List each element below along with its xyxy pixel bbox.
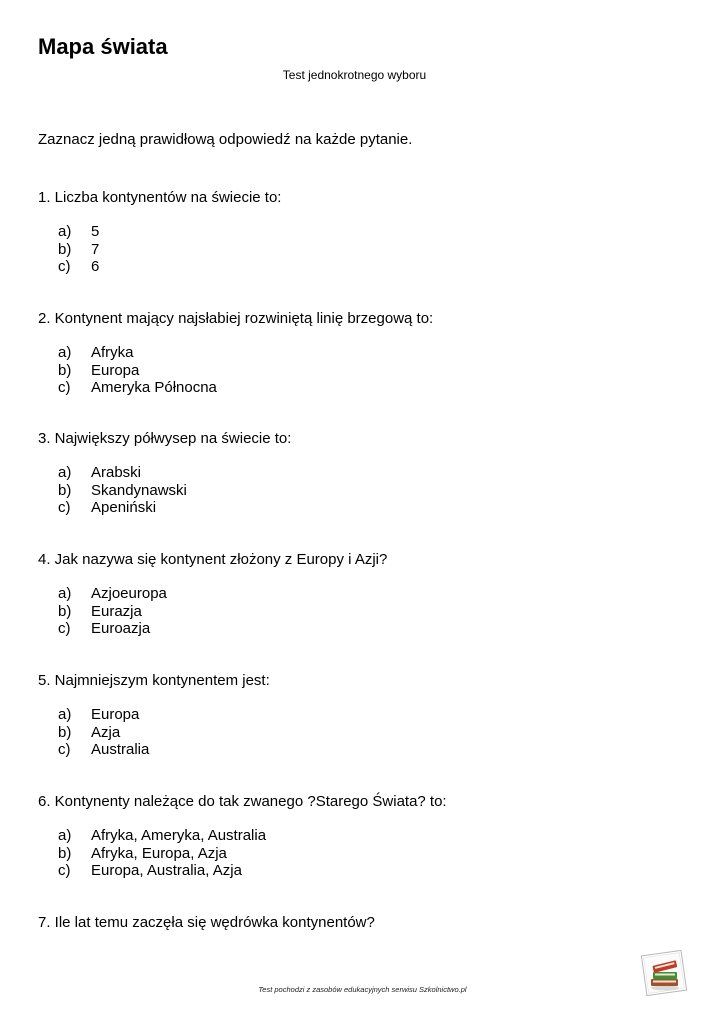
books-icon	[641, 950, 687, 996]
option-text: Afryka	[91, 344, 134, 361]
option-c[interactable]	[38, 379, 698, 397]
option-letter: b)	[58, 361, 72, 379]
option-text: Azjoeuropa	[91, 585, 167, 602]
question-6	[38, 793, 698, 880]
question-text: 3. Największy półwysep na świecie to:	[38, 430, 292, 447]
question-2	[38, 310, 698, 397]
option-letter: c)	[58, 741, 71, 758]
option-a[interactable]	[38, 464, 698, 482]
option-text: Europa	[91, 361, 140, 379]
option-b[interactable]	[38, 603, 698, 621]
option-letter: a)	[58, 344, 72, 361]
question-text: 1. Liczba kontynentów na świecie to:	[38, 189, 282, 206]
option-a[interactable]	[38, 223, 698, 241]
option-a[interactable]	[38, 585, 698, 603]
option-letter: a)	[58, 827, 72, 844]
option-letter: c)	[58, 379, 71, 396]
option-text: Afryka, Ameryka, Australia	[91, 827, 267, 844]
books-logo-graphic	[641, 950, 687, 996]
option-text: 5	[91, 223, 100, 240]
option-text: Australia	[91, 741, 150, 758]
option-b[interactable]	[38, 482, 698, 500]
question-text: 7. Ile lat temu zaczęła się wędrówka kontynentów?	[38, 914, 375, 931]
option-text: Ameryka Północna	[91, 379, 217, 396]
option-letter: c)	[58, 258, 71, 275]
option-letter: a)	[58, 706, 72, 723]
subtitle-text: Test jednokrotnego wyboru	[282, 68, 427, 82]
option-b[interactable]	[38, 362, 698, 380]
option-c[interactable]	[38, 620, 698, 638]
option-c[interactable]	[38, 741, 698, 759]
question-7	[38, 914, 698, 932]
option-text: 7	[91, 240, 100, 258]
option-c[interactable]	[38, 258, 698, 276]
option-a[interactable]	[38, 344, 698, 362]
option-letter: b)	[58, 723, 72, 741]
options-list	[38, 223, 698, 276]
option-a[interactable]	[38, 827, 698, 845]
option-letter: b)	[58, 602, 72, 620]
options-list	[38, 344, 698, 397]
option-text: Azja	[91, 723, 121, 741]
question-3	[38, 430, 698, 517]
option-c[interactable]	[38, 862, 698, 880]
option-letter: b)	[58, 240, 72, 258]
option-letter: c)	[58, 499, 71, 516]
question-text: 4. Jak nazywa się kontynent złożony z Europy i Azji?	[38, 551, 388, 568]
option-b[interactable]	[38, 724, 698, 742]
options-list	[38, 464, 698, 517]
option-text: Skandynawski	[91, 481, 187, 499]
option-text: Europa, Australia, Azja	[91, 862, 242, 879]
option-letter: a)	[58, 585, 72, 602]
question-text: 5. Najmniejszym kontynentem jest:	[38, 672, 270, 689]
question-text: 6. Kontynenty należące do tak zwanego ?Starego Świata? to:	[38, 793, 447, 810]
question-4	[38, 551, 698, 638]
option-text: 6	[91, 258, 100, 275]
option-a[interactable]	[38, 706, 698, 724]
instruction-text: Zaznacz jedną prawidłową odpowiedź na każde pytanie.	[38, 131, 413, 148]
question-5	[38, 672, 698, 759]
option-letter: b)	[58, 481, 72, 499]
option-text: Afryka, Europa, Azja	[91, 844, 227, 862]
option-text: Eurazja	[91, 602, 142, 620]
options-list	[38, 585, 698, 638]
option-text: Arabski	[91, 464, 142, 481]
page-title: Mapa świata	[38, 34, 168, 59]
option-letter: b)	[58, 844, 72, 862]
option-letter: c)	[58, 620, 71, 637]
option-text: Euroazja	[91, 620, 151, 637]
options-list	[38, 706, 698, 759]
footer-source-note: Test pochodzi z zasobów edukacyjnych serwisu Szkolnictwo.pl	[258, 985, 467, 994]
option-b[interactable]	[38, 241, 698, 259]
question-1	[38, 189, 698, 276]
option-c[interactable]	[38, 499, 698, 517]
page-subtitle	[0, 68, 725, 82]
option-text: Europa	[91, 706, 140, 723]
option-b[interactable]	[38, 845, 698, 863]
question-text: 2. Kontynent mający najsłabiej rozwiniętą linię brzegową to:	[38, 310, 434, 327]
option-letter: a)	[58, 223, 72, 240]
option-letter: a)	[58, 464, 72, 481]
options-list	[38, 827, 698, 880]
option-text: Apeniński	[91, 499, 157, 516]
option-letter: c)	[58, 862, 71, 879]
